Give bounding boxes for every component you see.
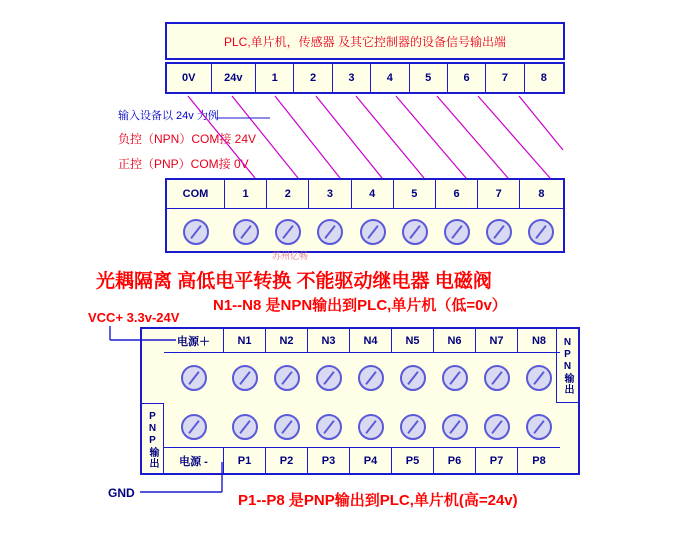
- terminal-cell[interactable]: 3: [309, 180, 351, 208]
- screw-terminal[interactable]: [400, 414, 426, 440]
- screw-terminal[interactable]: [316, 414, 342, 440]
- note-pnp: 正控（PNP）COM接 0V: [118, 157, 249, 171]
- screw-terminal[interactable]: [316, 365, 342, 391]
- screw-terminal[interactable]: [484, 414, 510, 440]
- bottom-bottom-label-row: [164, 447, 560, 473]
- note-npn: 负控（NPN）COM接 24V: [118, 132, 257, 146]
- bottom-upper-screw-row: [164, 353, 582, 403]
- terminal-cell[interactable]: N8: [531, 334, 547, 347]
- terminal-cell[interactable]: N5: [392, 329, 434, 352]
- npn-output-label: NPN输出: [562, 336, 573, 395]
- terminal-cell[interactable]: 8: [538, 188, 545, 200]
- terminal-cell[interactable]: 4: [371, 64, 409, 92]
- terminal-cell[interactable]: N7: [476, 329, 518, 352]
- terminal-cell[interactable]: 1: [225, 180, 267, 208]
- mid-terminal-block: [165, 178, 565, 253]
- terminal-cell[interactable]: 2: [294, 64, 332, 92]
- pnp-output-label: PNP输出: [147, 410, 158, 469]
- npn-note-text: N1--N8 是NPN输出到PLC,单片机（低=0v）: [213, 297, 507, 314]
- terminal-cell[interactable]: N6: [434, 329, 476, 352]
- screw-terminal[interactable]: [232, 414, 258, 440]
- screw-terminal[interactable]: [233, 219, 259, 245]
- terminal-cell[interactable]: 0V: [167, 64, 212, 92]
- bottom-top-label-row: [164, 329, 560, 353]
- terminal-cell[interactable]: P5: [392, 448, 434, 473]
- screw-terminal[interactable]: [486, 219, 512, 245]
- note-input-example: 输入设备以 24v 为例: [118, 110, 219, 122]
- terminal-cell[interactable]: P8: [532, 454, 546, 467]
- terminal-cell[interactable]: P6: [434, 448, 476, 473]
- terminal-cell[interactable]: 4: [352, 180, 394, 208]
- terminal-cell[interactable]: 8: [540, 72, 547, 84]
- screw-terminal[interactable]: [181, 414, 207, 440]
- top-terminal-block: [165, 62, 565, 94]
- terminal-cell[interactable]: N2: [266, 329, 308, 352]
- screw-terminal[interactable]: [526, 365, 552, 391]
- screw-terminal[interactable]: [274, 365, 300, 391]
- screw-terminal[interactable]: [360, 219, 386, 245]
- terminal-cell[interactable]: 6: [436, 180, 478, 208]
- screw-terminal[interactable]: [317, 219, 343, 245]
- terminal-cell[interactable]: P4: [350, 448, 392, 473]
- screw-terminal[interactable]: [400, 365, 426, 391]
- screw-terminal[interactable]: [358, 414, 384, 440]
- terminal-cell[interactable]: 7: [486, 64, 524, 92]
- screw-terminal[interactable]: [526, 414, 552, 440]
- terminal-cell[interactable]: 7: [478, 180, 520, 208]
- terminal-cell[interactable]: 1: [256, 64, 294, 92]
- feature-line-text: 光耦隔离 高低电平转换 不能驱动继电器 电磁阀: [96, 271, 492, 292]
- screw-terminal[interactable]: [358, 365, 384, 391]
- screw-terminal[interactable]: [402, 219, 428, 245]
- terminal-cell[interactable]: 电源 -: [164, 448, 224, 473]
- screw-terminal[interactable]: [275, 219, 301, 245]
- screw-terminal[interactable]: [232, 365, 258, 391]
- terminal-cell[interactable]: P1: [224, 448, 266, 473]
- screw-terminal[interactable]: [442, 365, 468, 391]
- screw-terminal[interactable]: [274, 414, 300, 440]
- top-title-box: [165, 22, 565, 60]
- screw-terminal[interactable]: [181, 365, 207, 391]
- bottom-terminal-block: [140, 327, 580, 475]
- terminal-cell[interactable]: COM: [167, 180, 225, 208]
- pnp-output-label-wrap: [142, 403, 164, 475]
- terminal-cell[interactable]: 2: [267, 180, 309, 208]
- terminal-cell[interactable]: P7: [476, 448, 518, 473]
- terminal-cell[interactable]: N4: [350, 329, 392, 352]
- top-title-text: PLC,单片机，传感器 及其它控制器的设备信号输出端: [223, 34, 506, 49]
- terminal-cell[interactable]: N3: [308, 329, 350, 352]
- terminal-cell[interactable]: 电源＋: [164, 329, 224, 352]
- screw-terminal[interactable]: [444, 219, 470, 245]
- screw-terminal[interactable]: [528, 219, 554, 245]
- screw-terminal[interactable]: [183, 219, 209, 245]
- bottom-lower-screw-row: [164, 403, 582, 451]
- gnd-label: GND: [108, 486, 135, 500]
- terminal-cell[interactable]: N1: [224, 329, 266, 352]
- watermark-text: 苏州亿畅: [272, 251, 309, 261]
- terminal-cell[interactable]: 5: [394, 180, 436, 208]
- terminal-cell[interactable]: 5: [410, 64, 448, 92]
- terminal-cell[interactable]: P2: [266, 448, 308, 473]
- terminal-cell[interactable]: 24v: [212, 64, 257, 92]
- pnp-note-text: P1--P8 是PNP输出到PLC,单片机(高=24v): [238, 492, 518, 509]
- screw-terminal[interactable]: [484, 365, 510, 391]
- terminal-cell[interactable]: P3: [308, 448, 350, 473]
- terminal-cell[interactable]: 6: [448, 64, 486, 92]
- vcc-label: VCC+ 3.3v-24V: [88, 310, 180, 325]
- terminal-cell[interactable]: 3: [333, 64, 371, 92]
- screw-terminal[interactable]: [442, 414, 468, 440]
